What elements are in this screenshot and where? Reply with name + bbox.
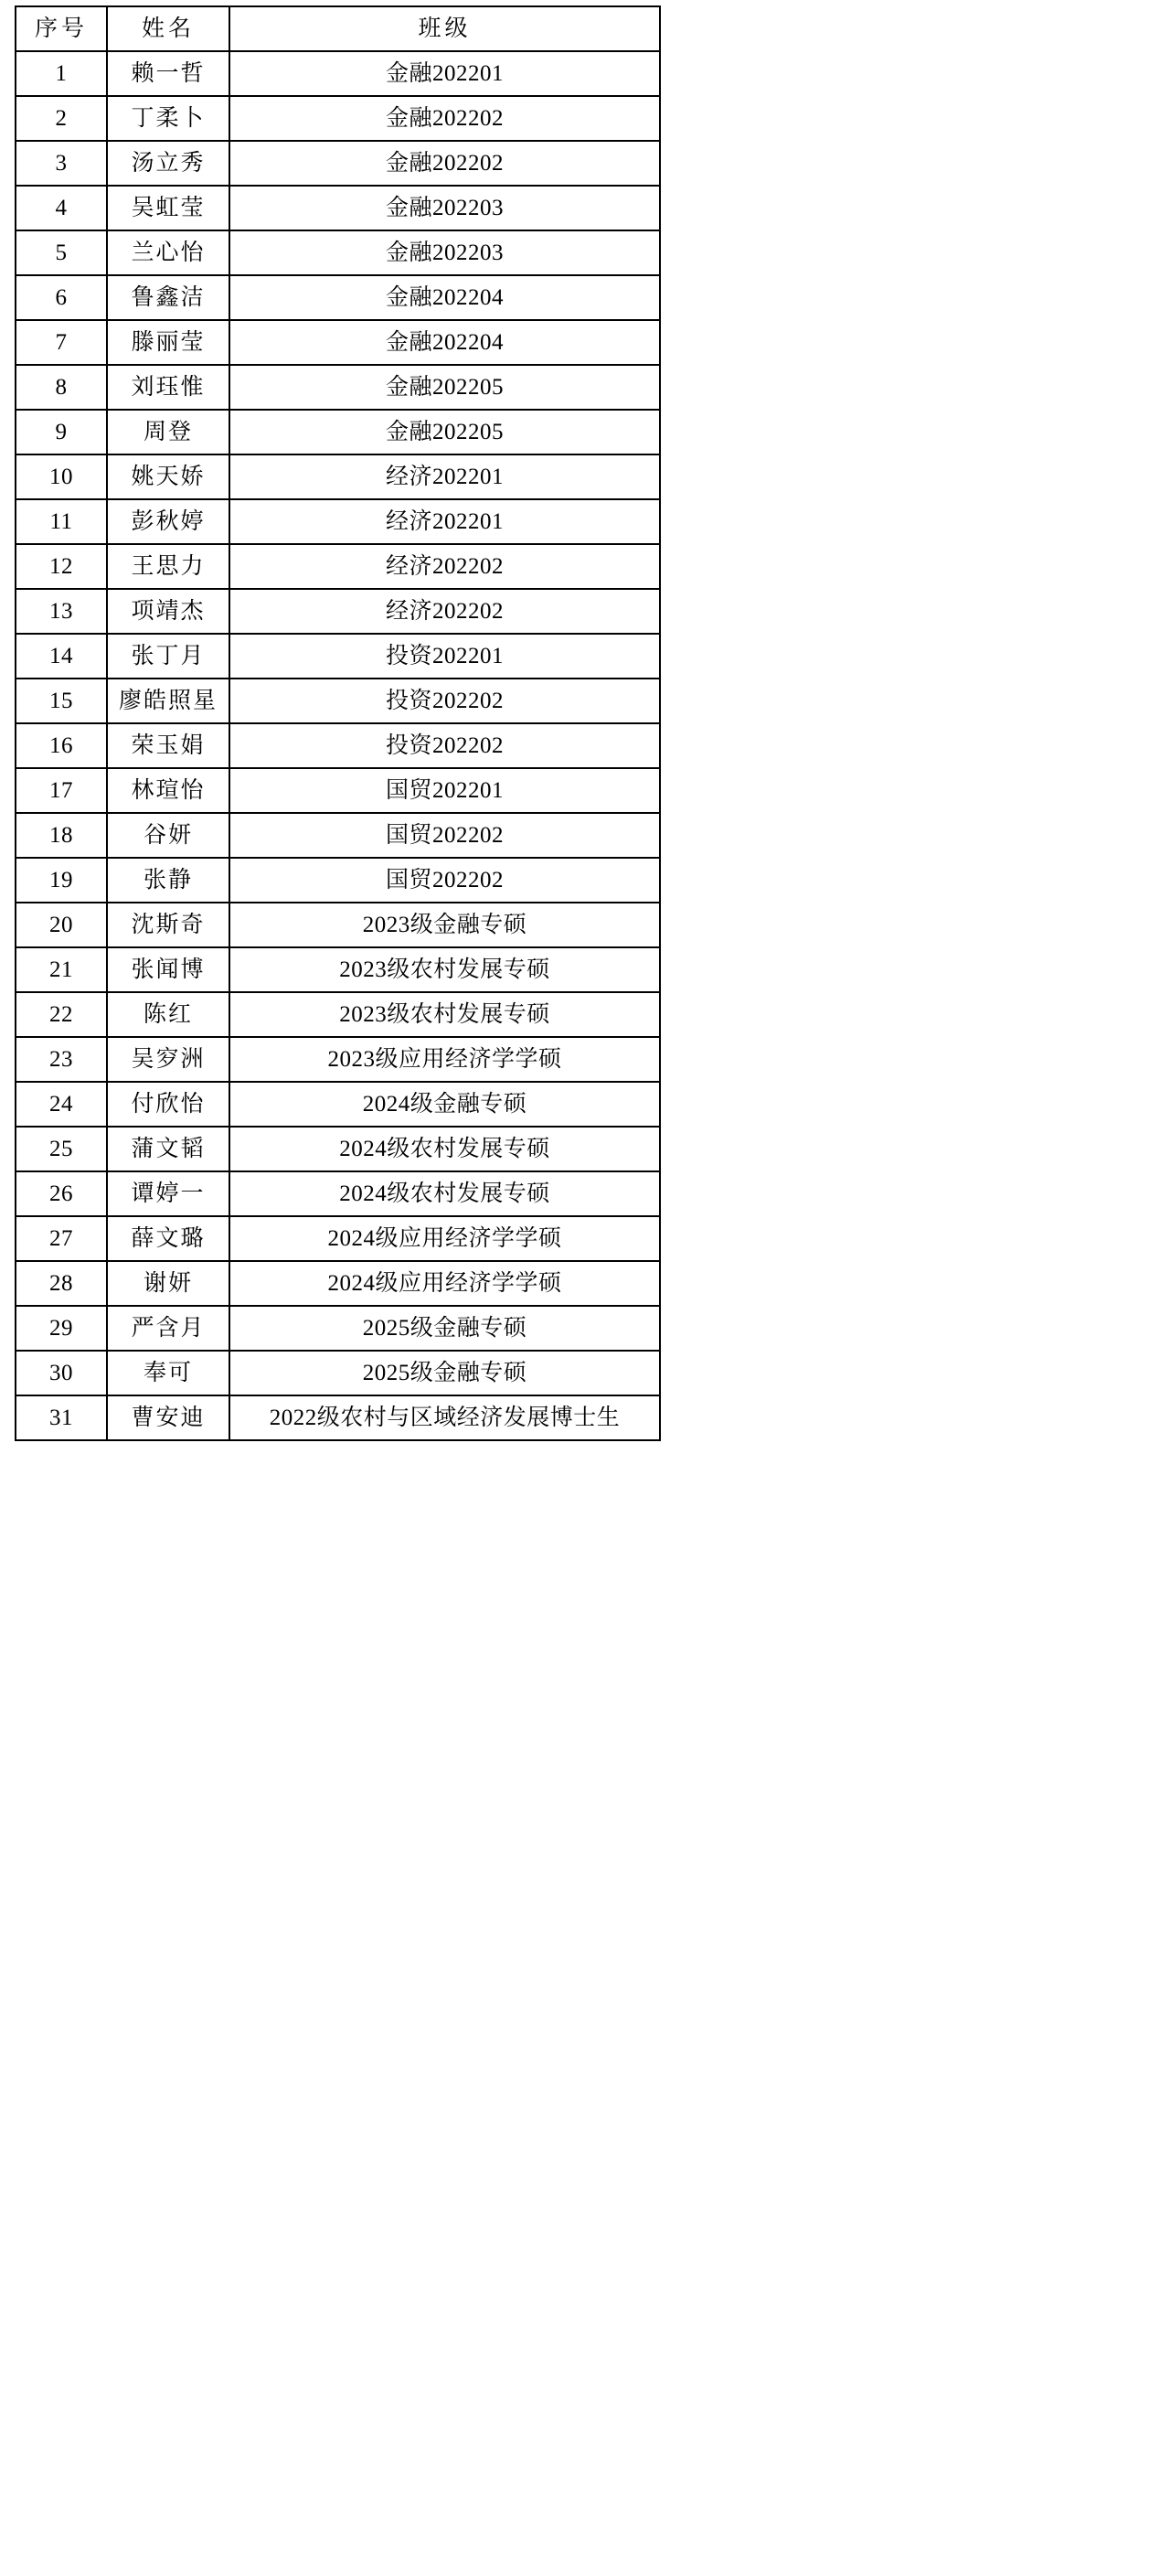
cell-class: 金融202203 (229, 230, 660, 275)
table-row (16, 544, 660, 589)
cell-class: 金融202205 (229, 365, 660, 410)
cell-name: 付欣怡 (107, 1082, 229, 1127)
cell-class: 2025级金融专硕 (229, 1306, 660, 1351)
table-row (16, 634, 660, 679)
cell-class: 金融202203 (229, 186, 660, 230)
cell-index: 24 (16, 1082, 107, 1127)
cell-name: 荣玉娟 (107, 723, 229, 768)
cell-class: 金融202205 (229, 410, 660, 454)
table-row (16, 903, 660, 947)
table-row (16, 499, 660, 544)
table-row (16, 1171, 660, 1216)
cell-name: 奉可 (107, 1351, 229, 1395)
cell-class: 经济202201 (229, 499, 660, 544)
cell-class: 2023级金融专硕 (229, 903, 660, 947)
table-row (16, 1082, 660, 1127)
cell-name: 严含月 (107, 1306, 229, 1351)
cell-class: 投资202202 (229, 679, 660, 723)
cell-class: 金融202202 (229, 141, 660, 186)
cell-name: 张闻博 (107, 947, 229, 992)
cell-name: 薛文璐 (107, 1216, 229, 1261)
cell-index: 5 (16, 230, 107, 275)
cell-class: 2022级农村与区域经济发展博士生 (229, 1395, 660, 1440)
cell-class: 金融202204 (229, 275, 660, 320)
cell-index: 12 (16, 544, 107, 589)
cell-name: 汤立秀 (107, 141, 229, 186)
table-row (16, 679, 660, 723)
cell-name: 王思力 (107, 544, 229, 589)
table-row (16, 454, 660, 499)
cell-name: 林瑄怡 (107, 768, 229, 813)
cell-index: 14 (16, 634, 107, 679)
cell-index: 15 (16, 679, 107, 723)
table-row (16, 320, 660, 365)
table-row (16, 1261, 660, 1306)
cell-name: 姚天娇 (107, 454, 229, 499)
table-row (16, 589, 660, 634)
cell-index: 18 (16, 813, 107, 858)
table-row (16, 992, 660, 1037)
cell-class: 金融202202 (229, 96, 660, 141)
table-header-row (16, 6, 660, 51)
cell-name: 张静 (107, 858, 229, 903)
cell-name: 陈红 (107, 992, 229, 1037)
cell-index: 30 (16, 1351, 107, 1395)
cell-name: 蒲文韬 (107, 1127, 229, 1171)
cell-index: 9 (16, 410, 107, 454)
cell-index: 1 (16, 51, 107, 96)
cell-index: 27 (16, 1216, 107, 1261)
table-row (16, 1306, 660, 1351)
table-row (16, 410, 660, 454)
cell-index: 3 (16, 141, 107, 186)
cell-index: 19 (16, 858, 107, 903)
cell-class: 经济202202 (229, 589, 660, 634)
cell-index: 25 (16, 1127, 107, 1171)
cell-class: 投资202202 (229, 723, 660, 768)
column-header-index: 序号 (16, 6, 107, 51)
cell-name: 曹安迪 (107, 1395, 229, 1440)
cell-name: 吴虹莹 (107, 186, 229, 230)
cell-index: 22 (16, 992, 107, 1037)
cell-name: 鲁鑫洁 (107, 275, 229, 320)
cell-index: 31 (16, 1395, 107, 1440)
cell-index: 20 (16, 903, 107, 947)
cell-class: 金融202204 (229, 320, 660, 365)
cell-index: 29 (16, 1306, 107, 1351)
table-row (16, 723, 660, 768)
cell-class: 经济202202 (229, 544, 660, 589)
cell-class: 金融202201 (229, 51, 660, 96)
cell-index: 2 (16, 96, 107, 141)
cell-class: 2023级应用经济学学硕 (229, 1037, 660, 1082)
column-header-class: 班级 (229, 6, 660, 51)
cell-name: 彭秋婷 (107, 499, 229, 544)
table-row (16, 813, 660, 858)
column-header-name: 姓名 (107, 6, 229, 51)
cell-index: 8 (16, 365, 107, 410)
table-row (16, 1395, 660, 1440)
cell-name: 张丁月 (107, 634, 229, 679)
table-row (16, 1127, 660, 1171)
cell-name: 赖一哲 (107, 51, 229, 96)
cell-index: 7 (16, 320, 107, 365)
cell-index: 17 (16, 768, 107, 813)
cell-name: 周登 (107, 410, 229, 454)
table-row (16, 768, 660, 813)
cell-class: 经济202201 (229, 454, 660, 499)
table-body (16, 51, 660, 1440)
table-row (16, 1216, 660, 1261)
table-row (16, 51, 660, 96)
table-row (16, 1037, 660, 1082)
cell-name: 廖皓照星 (107, 679, 229, 723)
cell-name: 滕丽莹 (107, 320, 229, 365)
cell-class: 国贸202202 (229, 813, 660, 858)
cell-class: 国贸202202 (229, 858, 660, 903)
table-row (16, 186, 660, 230)
table-row (16, 141, 660, 186)
table-row (16, 858, 660, 903)
cell-index: 23 (16, 1037, 107, 1082)
cell-index: 26 (16, 1171, 107, 1216)
cell-index: 28 (16, 1261, 107, 1306)
table-header (16, 6, 660, 51)
table-row (16, 1351, 660, 1395)
cell-index: 10 (16, 454, 107, 499)
cell-index: 4 (16, 186, 107, 230)
cell-class: 2024级应用经济学学硕 (229, 1261, 660, 1306)
cell-index: 13 (16, 589, 107, 634)
roster-table (15, 5, 661, 1441)
cell-class: 国贸202201 (229, 768, 660, 813)
cell-name: 谢妍 (107, 1261, 229, 1306)
cell-index: 6 (16, 275, 107, 320)
cell-name: 兰心怡 (107, 230, 229, 275)
table-row (16, 230, 660, 275)
cell-name: 刘珏惟 (107, 365, 229, 410)
cell-class: 2023级农村发展专硕 (229, 992, 660, 1037)
cell-name: 丁柔卜 (107, 96, 229, 141)
table-row (16, 947, 660, 992)
cell-name: 吴穸洲 (107, 1037, 229, 1082)
cell-class: 2025级金融专硕 (229, 1351, 660, 1395)
cell-name: 谷妍 (107, 813, 229, 858)
cell-class: 投资202201 (229, 634, 660, 679)
cell-class: 2024级应用经济学学硕 (229, 1216, 660, 1261)
cell-index: 11 (16, 499, 107, 544)
table-row (16, 275, 660, 320)
cell-index: 21 (16, 947, 107, 992)
table-row (16, 96, 660, 141)
cell-name: 项靖杰 (107, 589, 229, 634)
cell-class: 2023级农村发展专硕 (229, 947, 660, 992)
cell-index: 16 (16, 723, 107, 768)
cell-class: 2024级农村发展专硕 (229, 1171, 660, 1216)
cell-class: 2024级金融专硕 (229, 1082, 660, 1127)
table-row (16, 365, 660, 410)
cell-class: 2024级农村发展专硕 (229, 1127, 660, 1171)
cell-name: 沈斯奇 (107, 903, 229, 947)
cell-name: 谭婷一 (107, 1171, 229, 1216)
